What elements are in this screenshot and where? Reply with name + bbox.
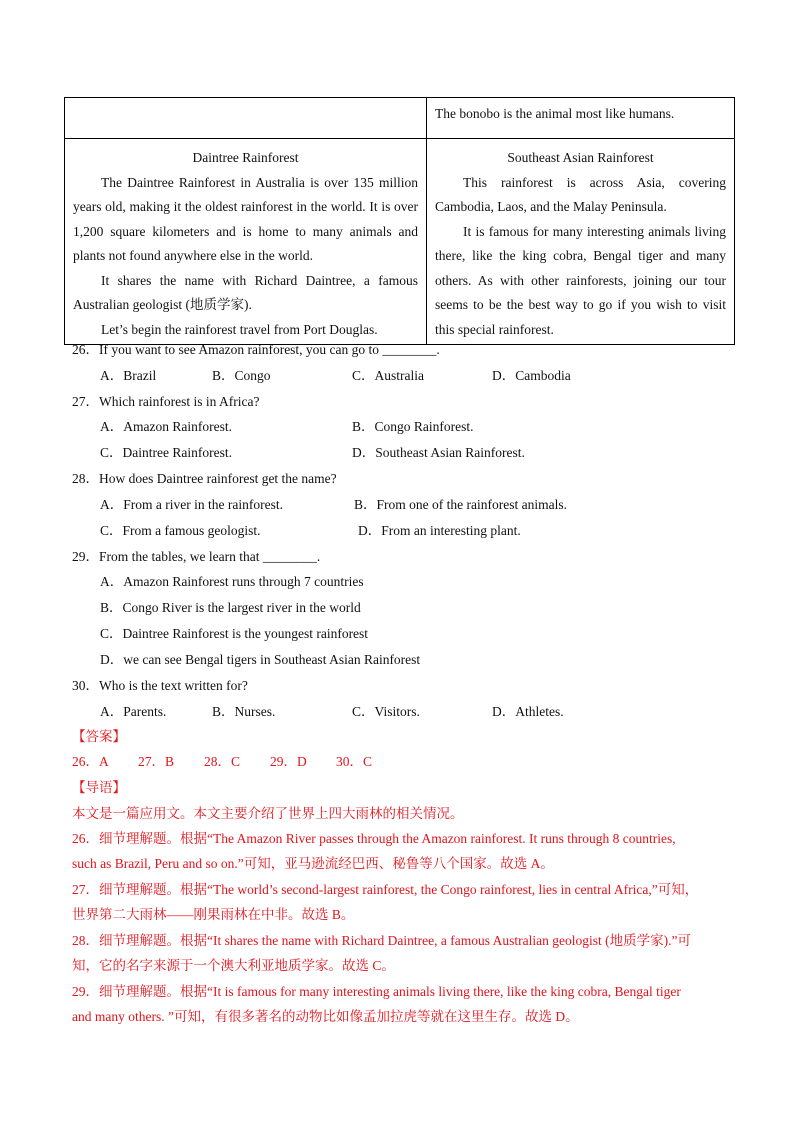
southeast-asian-cell <box>427 139 735 345</box>
answer-item: 28．C <box>204 754 241 769</box>
option: B．Congo <box>212 368 271 383</box>
answer-item: 30．C <box>336 754 373 769</box>
rainforest-table <box>64 97 735 345</box>
guide-line: 28．细节理解题。根据“It shares the name with Richard Daintree, a famous Australian geologist (地质学家).”可 <box>72 933 691 948</box>
table-cell-bonobo: The bonobo is the animal most like humans. <box>427 98 735 139</box>
option: D．Southeast Asian Rainforest. <box>352 445 525 460</box>
daintree-paragraph-3: Let’s begin the rainforest travel from Port Douglas. <box>101 321 378 337</box>
guide-line: and many others. ”可知，有很多著名的动物比如像孟加拉虎等就在这里生存。故选 D。 <box>72 1009 579 1024</box>
guide-header: 【导语】 <box>72 780 126 795</box>
option: C．Australia <box>352 368 424 383</box>
question-27: 27．Which rainforest is in Africa? <box>72 394 260 409</box>
option: C．Visitors. <box>352 704 420 719</box>
daintree-paragraph-2: It shares the name with Richard Daintree, a famous Australian geologist (地质学家). <box>73 272 418 312</box>
guide-intro: 本文是一篇应用文。本文主要介绍了世界上四大雨林的相关情况。 <box>72 806 464 821</box>
guide-line: 世界第二大雨林——刚果雨林在中非。故选 B。 <box>72 907 355 922</box>
option: D．From an interesting plant. <box>358 523 521 538</box>
option: B．From one of the rainforest animals. <box>354 497 567 512</box>
option: C．Daintree Rainforest. <box>100 445 232 460</box>
question-29: 29．From the tables, we learn that ________. <box>72 549 321 564</box>
option: C．Daintree Rainforest is the youngest rainforest <box>100 626 369 641</box>
guide-line: 29．细节理解题。根据“It is famous for many interesting animals living there, like the king cobra, Bengal tiger <box>72 984 681 999</box>
question-30: 30．Who is the text written for? <box>72 678 248 693</box>
guide-line: 27．细节理解题。根据“The world’s second-largest rainforest, the Congo rainforest, lies in central Africa,”可知， <box>72 882 699 897</box>
option: D．Cambodia <box>492 368 571 383</box>
option: B．Congo Rainforest. <box>352 419 474 434</box>
answer-header: 【答案】 <box>72 729 126 744</box>
answer-item: 29．D <box>270 754 307 769</box>
daintree-title: Daintree Rainforest <box>192 150 299 165</box>
answer-item: 26．A <box>72 754 109 769</box>
option: D．we can see Bengal tigers in Southeast Asian Rainforest <box>100 652 421 667</box>
question-28: 28．How does Daintree rainforest get the name? <box>72 471 337 486</box>
southeast-asian-paragraph-2: It is famous for many interesting animals living there, like the king cobra, Bengal tiger and many others. As with other rainforests, joining our tour seems to be the best way to go if you wish to visit this special rainforest. <box>435 223 726 337</box>
daintree-paragraph-1: The Daintree Rainforest in Australia is over 135 million years old, making it the oldest rainforest in the world. It is over 1,200 square kilometers and is home to many animals and plants not found anywhere else in the world. <box>73 174 418 263</box>
option: B．Nurses. <box>212 704 276 719</box>
option: A．Brazil <box>100 368 157 383</box>
table-cell-empty <box>65 98 427 139</box>
question-26: 26．If you want to see Amazon rainforest, you can go to ________. <box>72 342 440 357</box>
daintree-cell <box>65 139 427 345</box>
option: A．Amazon Rainforest. <box>100 419 232 434</box>
guide-line: such as Brazil, Peru and so on.”可知，亚马逊流经巴西、秘鲁等八个国家。故选 A。 <box>72 856 554 871</box>
guide-line: 知，它的名字来源于一个澳大利亚地质学家。故选 C。 <box>72 958 395 973</box>
answer-item: 27．B <box>138 754 175 769</box>
answer-row <box>72 752 372 772</box>
option: D．Athletes. <box>492 704 564 719</box>
southeast-asian-title: Southeast Asian Rainforest <box>507 150 654 165</box>
guide-line: 26．细节理解题。根据“The Amazon River passes through the Amazon rainforest. It runs through 8 countries, <box>72 831 676 846</box>
option: B．Congo River is the largest river in the world <box>100 600 361 615</box>
option: C．From a famous geologist. <box>100 523 261 538</box>
option: A．Parents. <box>100 704 167 719</box>
southeast-asian-paragraph-1: This rainforest is across Asia, covering Cambodia, Laos, and the Malay Peninsula. <box>435 174 726 214</box>
option: A．Amazon Rainforest runs through 7 countries <box>100 574 364 589</box>
option: A．From a river in the rainforest. <box>100 497 283 512</box>
